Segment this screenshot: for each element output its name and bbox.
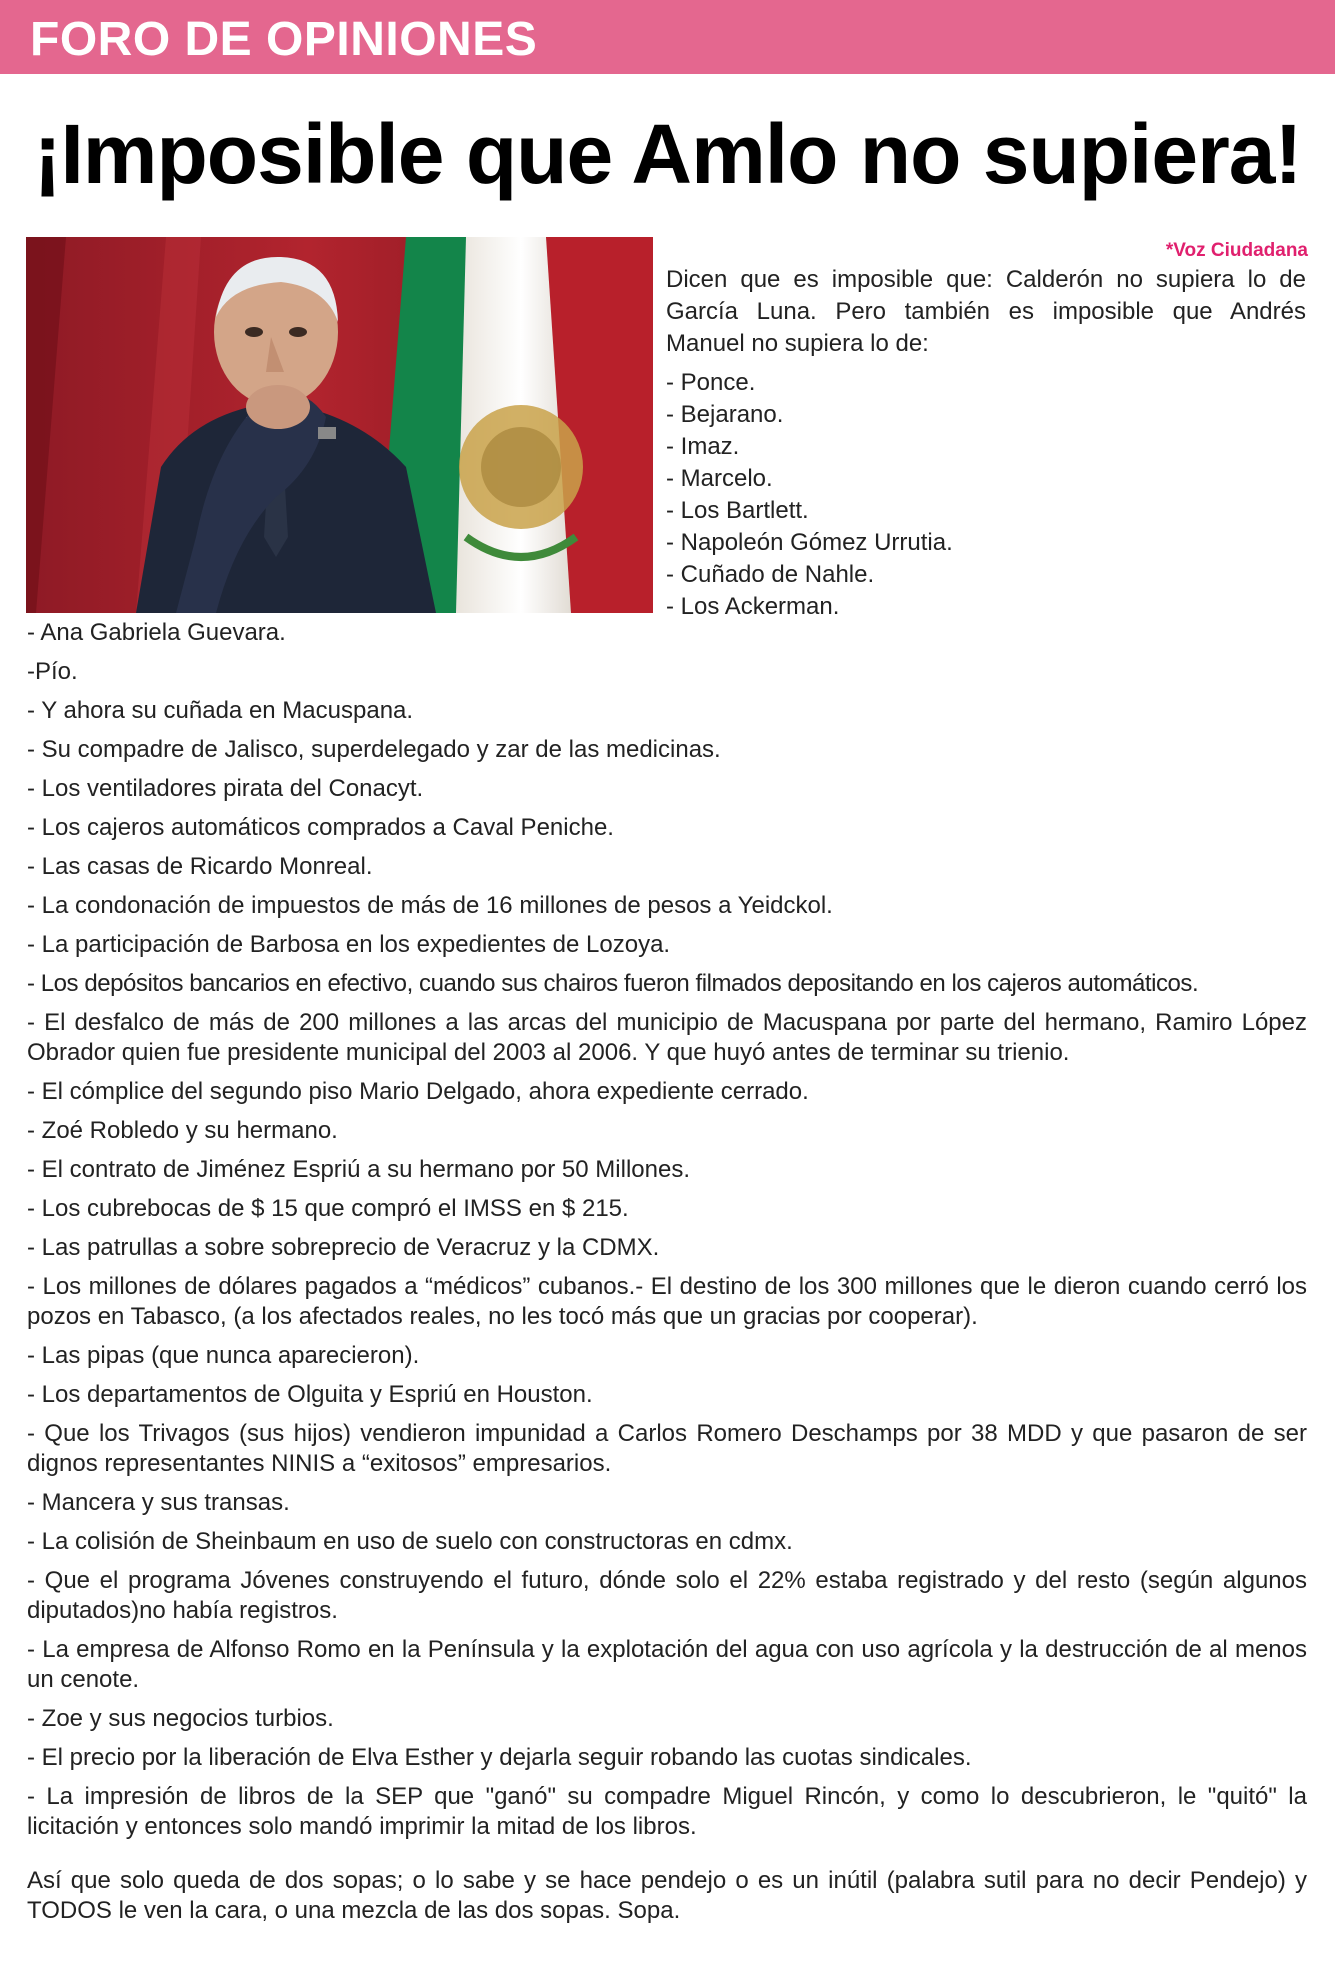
list-item: - Los millones de dólares pagados a “médicos” cubanos.- El destino de los 300 millones que le dieron cuando cerró los pozos en Tabasco, (a los afectados reales, no les tocó más que un gracias por cooperar). xyxy=(27,1273,1307,1330)
list-item: - Que el programa Jóvenes construyendo el futuro, dónde solo el 22% estaba registrado y del resto (según algunos diputados)no había registros. xyxy=(27,1567,1307,1624)
list-item: - La colisión de Sheinbaum en uso de suelo con constructoras en cdmx. xyxy=(27,1528,793,1555)
list-item: - La impresión de libros de la SEP que "ganó" su compadre Miguel Rincón, y como lo descubrieron, le "quitó" la licitación y entonces solo mandó imprimir la mitad de los libros. xyxy=(27,1783,1307,1840)
list-item: - La condonación de impuestos de más de 16 millones de pesos a Yeidckol. xyxy=(27,892,833,919)
list-item: - Que los Trivagos (sus hijos) vendieron impunidad a Carlos Romero Deschamps por 38 MDD y que pasaron de ser dignos representantes NINIS a “exitosos” empresarios. xyxy=(27,1420,1307,1477)
list-item: - Zoe y sus negocios turbios. xyxy=(27,1705,334,1732)
list-item: - Los cubrebocas de $ 15 que compró el IMSS en $ 215. xyxy=(27,1195,629,1222)
list-item: - Los departamentos de Olguita y Espriú en Houston. xyxy=(27,1381,593,1408)
list-item: - El contrato de Jiménez Espriú a su hermano por 50 Millones. xyxy=(27,1156,690,1183)
list-item: - Las pipas (que nunca aparecieron). xyxy=(27,1342,420,1369)
list-item: - Zoé Robledo y su hermano. xyxy=(27,1117,338,1144)
list-item: - Los Bartlett. xyxy=(666,497,809,524)
byline: *Voz Ciudadana xyxy=(1165,240,1308,261)
list-item: - Bejarano. xyxy=(666,401,784,428)
list-item: - La participación de Barbosa en los expedientes de Lozoya. xyxy=(27,931,671,958)
list-item: - Napoleón Gómez Urrutia. xyxy=(666,529,953,556)
list-item: - Y ahora su cuñada en Macuspana. xyxy=(27,697,414,724)
list-item: - Las casas de Ricardo Monreal. xyxy=(27,853,373,880)
list-item: - Cuñado de Nahle. xyxy=(666,561,875,588)
section-banner xyxy=(0,0,1335,74)
intro-paragraph: Dicen que es imposible que: Calderón no supiera lo de García Luna. Pero también es imposible que Andrés Manuel no supiera lo de: xyxy=(666,266,1306,357)
accusation-list-top xyxy=(666,367,1306,623)
list-item: - Las patrullas a sobre sobreprecio de Veracruz y la CDMX. xyxy=(27,1234,660,1261)
accusation-list xyxy=(27,618,1307,1851)
list-item: - Los depósitos bancarios en efectivo, cuando sus chairos fueron filmados depositando en los cajeros automáticos. xyxy=(27,970,1199,997)
list-item: - Imaz. xyxy=(666,433,740,460)
list-item: - Ponce. xyxy=(666,369,756,396)
list-item: - Los Ackerman. xyxy=(666,593,840,620)
list-item: - El cómplice del segundo piso Mario Delgado, ahora expediente cerrado. xyxy=(27,1078,809,1105)
list-item: - Marcelo. xyxy=(666,465,773,492)
list-item: - Su compadre de Jalisco, superdelegado y zar de las medicinas. xyxy=(27,736,721,763)
closing-paragraph: Así que solo queda de dos sopas; o lo sabe y se hace pendejo o es un inútil (palabra sutil para no decir Pendejo) y TODOS le ven la cara, o una mezcla de las dos sopas. Sopa. xyxy=(27,1867,1307,1924)
list-item: - Los cajeros automáticos comprados a Caval Peniche. xyxy=(27,814,614,841)
list-item: - Mancera y sus transas. xyxy=(27,1489,290,1516)
list-item: - Los ventiladores pirata del Conacyt. xyxy=(27,775,424,802)
list-item: - Ana Gabriela Guevara. xyxy=(27,619,286,646)
headline: ¡Imposible que Amlo no supiera! xyxy=(33,107,1302,201)
list-item: -Pío. xyxy=(27,658,78,685)
list-item: - La empresa de Alfonso Romo en la Península y la explotación del agua con uso agrícola y la destrucción de al menos un cenote. xyxy=(27,1636,1307,1693)
list-item: - El desfalco de más de 200 millones a las arcas del municipio de Macuspana por parte del hermano, Ramiro López Obrador quien fue presidente municipal del 2003 al 2006. Y que huyó antes de terminar su trienio. xyxy=(27,1009,1307,1066)
list-item: - El precio por la liberación de Elva Esther y dejarla seguir robando las cuotas sindicales. xyxy=(27,1744,972,1771)
article-photo xyxy=(26,237,653,613)
section-title: FORO DE OPINIONES xyxy=(30,13,538,66)
